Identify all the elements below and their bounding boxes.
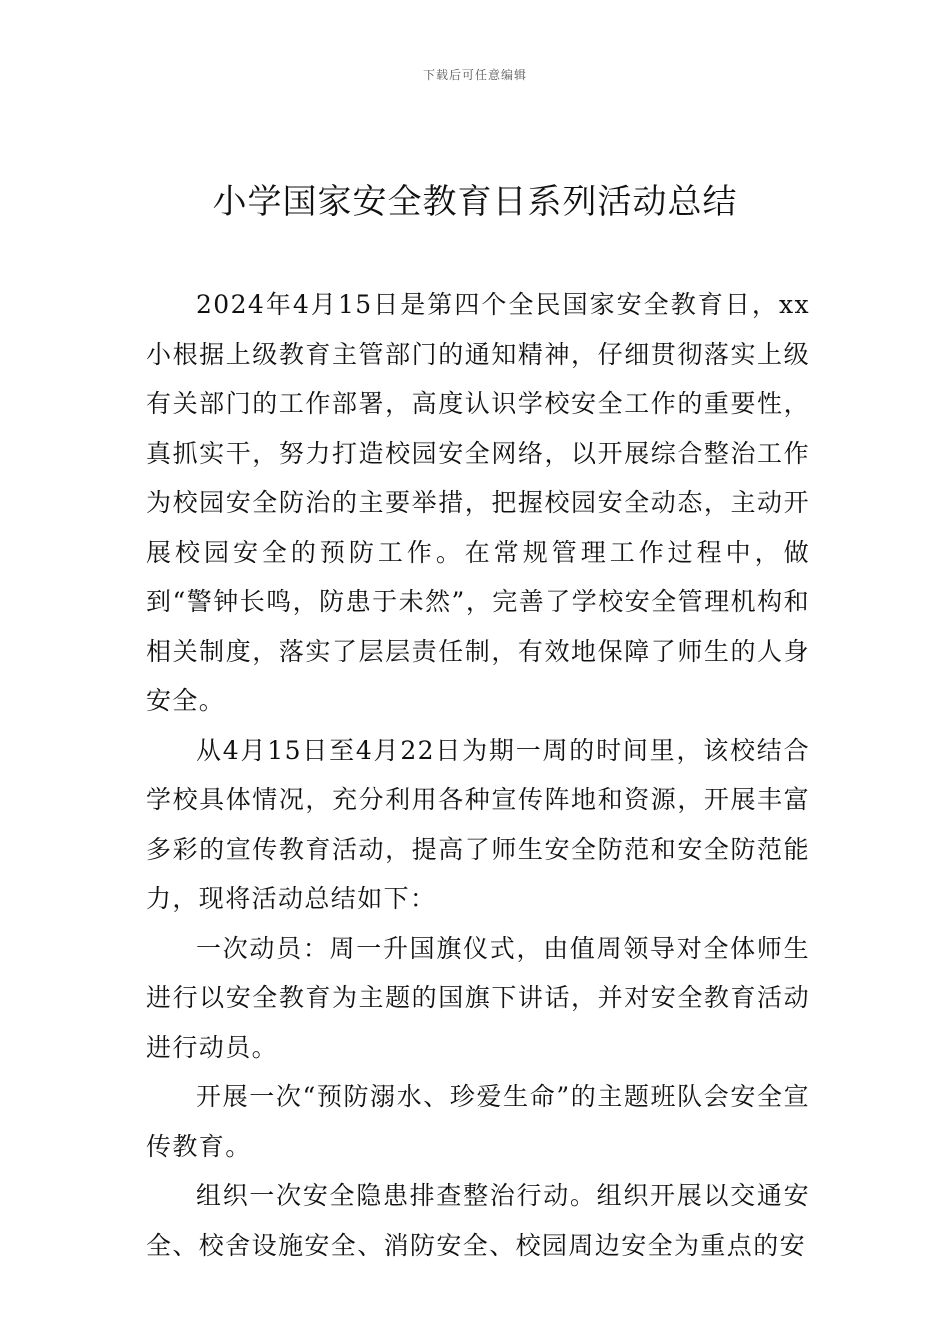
document-body [146,280,810,1270]
paragraph-period: 从4月15日至4月22日为期一周的时间里，该校结合学校具体情况，充分利用各种宣传阵地和资源，开展丰富多彩的宣传教育活动，提高了师生安全防范和安全防范能力，现将活动总结如下： [146,735,810,913]
paragraph-inspection: 组织一次安全隐患排查整治行动。组织开展以交通安全、校舍设施安全、消防安全、校园周边安全为重点的安 [146,1181,810,1260]
document-title: 小学国家安全教育日系列活动总结 [212,182,738,222]
paragraph-intro: 2024年4月15日是第四个全民国家安全教育日，xx小根据上级教育主管部门的通知精神，仔细贯彻落实上级有关部门的工作部署，高度认识学校安全工作的重要性，真抓实干，努力打造校园安全网络，以开展综合整治工作为校园安全防治的主要举措，把握校园安全动态，主动开展校园安全的预防工作。在常规管理工作过程中，做到“警钟长鸣，防患于未然”，完善了学校安全管理机构和相关制度，落实了层层责任制，有效地保障了师生的人身安全。 [146,290,810,715]
paragraph-class-meeting: 开展一次“预防溺水、珍爱生命”的主题班队会安全宣传教育。 [146,1082,810,1161]
paragraph-mobilization: 一次动员：周一升国旗仪式，由值周领导对全体师生进行以安全教育为主题的国旗下讲话，并对安全教育活动进行动员。 [146,933,810,1062]
header-note: 下载后可任意编辑 [422,68,527,82]
